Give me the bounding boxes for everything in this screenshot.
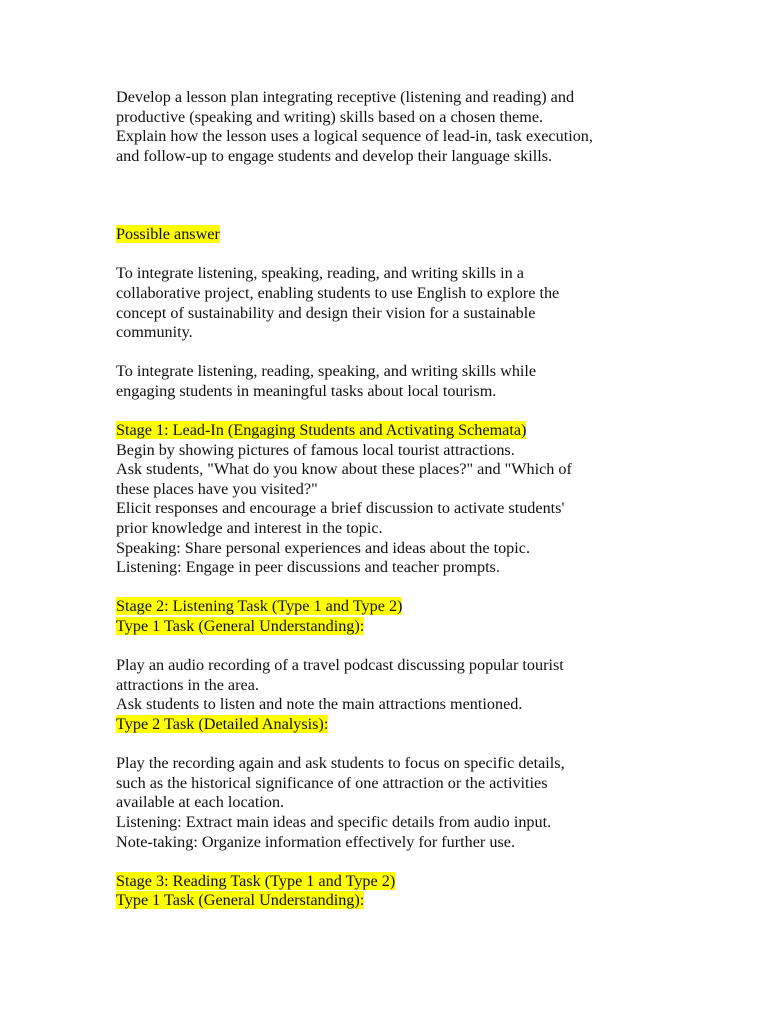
stage-3-heading: Stage 3: Reading Task (Type 1 and Type 2) bbox=[116, 871, 396, 890]
text-line: attractions in the area. bbox=[116, 675, 259, 694]
text-line: Begin by showing pictures of famous local tourist attractions. bbox=[116, 440, 515, 459]
text-line: Ask students, "What do you know about these places?" and "Which of bbox=[116, 460, 572, 479]
stage-2-type-1-heading: Type 1 Task (General Understanding): bbox=[116, 617, 365, 636]
question-line: Explain how the lesson uses a logical sequence of lead-in, task execution, bbox=[116, 127, 593, 146]
text-line: Speaking: Share personal experiences and ideas about the topic. bbox=[116, 538, 530, 557]
text-line: Play an audio recording of a travel podcast discussing popular tourist bbox=[116, 656, 564, 675]
stage-2-type-2-heading: Type 2 Task (Detailed Analysis): bbox=[116, 715, 329, 733]
question-line: and follow-up to engage students and develop their language skills. bbox=[116, 146, 553, 165]
text-line: Listening: Engage in peer discussions and teacher prompts. bbox=[116, 558, 500, 577]
document-page bbox=[116, 88, 676, 911]
text-line: Ask students to listen and note the main attractions mentioned. bbox=[116, 695, 523, 714]
text-line: available at each location. bbox=[116, 793, 285, 812]
text-line: Elicit responses and encourage a brief discussion to activate students' bbox=[116, 499, 565, 518]
text-line: prior knowledge and interest in the topic. bbox=[116, 519, 383, 538]
text-line: such as the historical significance of one attraction or the activities bbox=[116, 773, 548, 792]
text-line: concept of sustainability and design their vision for a sustainable bbox=[116, 303, 536, 322]
text-line: these places have you visited?" bbox=[116, 479, 318, 498]
stage-3-section bbox=[116, 872, 676, 911]
text-line: Note-taking: Organize information effectively for further use. bbox=[116, 832, 515, 851]
text-line: To integrate listening, speaking, reading, and writing skills in a bbox=[116, 264, 524, 283]
text-line: Play the recording again and ask students to focus on specific details, bbox=[116, 754, 565, 773]
intro-paragraph-1 bbox=[116, 264, 676, 342]
question-line: Develop a lesson plan integrating receptive (listening and reading) and bbox=[116, 88, 575, 106]
stage-1-section bbox=[116, 421, 676, 578]
intro-paragraph-2 bbox=[116, 362, 676, 401]
question-paragraph bbox=[116, 88, 676, 166]
possible-answer-heading: Possible answer bbox=[116, 225, 220, 244]
stage-2-section bbox=[116, 597, 676, 852]
stage-1-heading: Stage 1: Lead-In (Engaging Students and Activating Schemata) bbox=[116, 421, 527, 440]
text-line: collaborative project, enabling students to use English to explore the bbox=[116, 283, 560, 302]
question-line: productive (speaking and writing) skills based on a chosen theme. bbox=[116, 107, 544, 126]
text-line: To integrate listening, reading, speaking, and writing skills while bbox=[116, 362, 537, 381]
stage-3-type-1-heading: Type 1 Task (General Understanding): bbox=[116, 891, 365, 910]
text-line: community. bbox=[116, 323, 193, 342]
text-line: engaging students in meaningful tasks about local tourism. bbox=[116, 381, 497, 400]
stage-2-heading: Stage 2: Listening Task (Type 1 and Type 2) bbox=[116, 597, 403, 616]
text-line: Listening: Extract main ideas and specific details from audio input. bbox=[116, 812, 552, 831]
